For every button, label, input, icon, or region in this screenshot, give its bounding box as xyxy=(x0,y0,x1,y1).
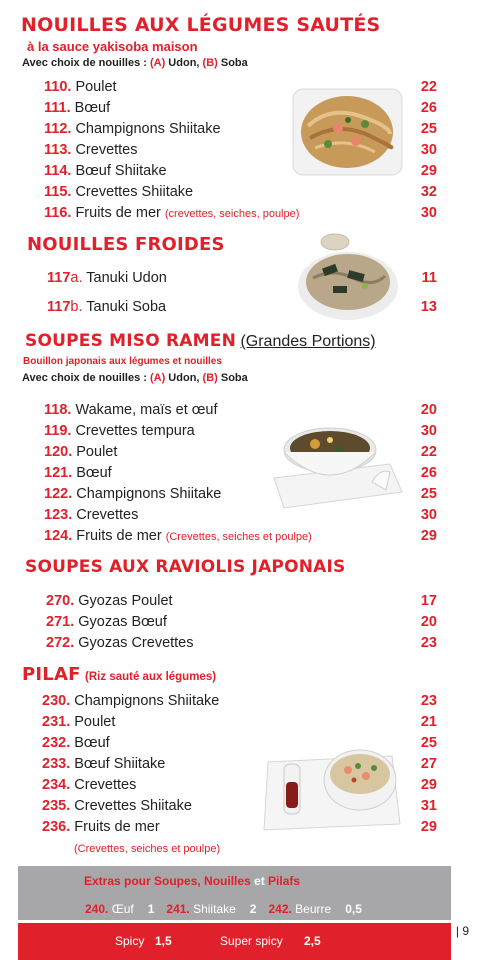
section-title-nouilles-sautes: NOUILLES AUX LÉGUMES SAUTÉS xyxy=(21,14,381,36)
extras-box xyxy=(18,866,451,920)
section-title-nouilles-froides: NOUILLES FROIDES xyxy=(27,234,225,255)
item-number: 232. xyxy=(42,735,71,751)
item-number: 114. xyxy=(44,163,72,179)
cold-noodles-photo xyxy=(293,228,403,324)
item-name: Gyozas Crevettes xyxy=(74,635,194,651)
noodle-choice-note xyxy=(22,57,248,69)
item-number: 118. xyxy=(44,402,72,418)
section-title-pilaf: PILAF xyxy=(22,664,81,685)
extra-price: 1 xyxy=(147,902,155,916)
item-number-suffix: a. xyxy=(70,270,83,286)
menu-item xyxy=(44,121,221,137)
extras-title-b: Pilafs xyxy=(264,874,301,888)
menu-item xyxy=(44,402,218,418)
item-price: 29 xyxy=(420,819,437,835)
choice-a-text: Udon, xyxy=(165,57,203,69)
menu-item xyxy=(46,593,173,609)
item-number: 235. xyxy=(42,798,71,814)
item-price: 26 xyxy=(420,100,437,116)
item-number: 111. xyxy=(44,100,71,116)
item-number: 112. xyxy=(44,121,72,137)
extra-price: 2 xyxy=(249,902,257,916)
extra-name: Shiitake xyxy=(189,902,236,916)
extras-title-a: Extras pour Soupes, Nouilles xyxy=(84,874,255,888)
item-price: 23 xyxy=(420,635,437,651)
yakisoba-plate-photo xyxy=(290,86,405,178)
super-spicy-price: 2,5 xyxy=(304,934,321,948)
item-price: 22 xyxy=(420,79,437,95)
item-detail: (crevettes, seiches, poulpe) xyxy=(164,208,300,220)
item-number: 123. xyxy=(44,507,73,523)
choice-prefix: Avec choix de nouilles : xyxy=(22,57,150,69)
super-spicy-label: Super spicy xyxy=(220,934,283,948)
item-number: 271. xyxy=(46,614,75,630)
menu-item xyxy=(44,528,312,544)
item-number: 121. xyxy=(44,465,73,481)
section-header-pilaf xyxy=(22,664,216,685)
item-detail: (Crevettes, seiches et poulpe) xyxy=(165,531,312,543)
item-number: 272. xyxy=(46,635,75,651)
choice-a: (A) xyxy=(149,57,166,69)
item-number: 113. xyxy=(44,142,72,158)
item-name: Crevettes xyxy=(72,507,139,523)
menu-item xyxy=(46,635,194,651)
item-name: Wakame, maïs et œuf xyxy=(71,402,218,418)
menu-item xyxy=(44,163,167,179)
item-price: 29 xyxy=(420,528,437,544)
item-name: Bœuf xyxy=(70,100,111,116)
item-price: 21 xyxy=(420,714,437,730)
item-number: 119. xyxy=(44,423,72,439)
item-price: 25 xyxy=(420,735,437,751)
item-number: 234. xyxy=(42,777,71,793)
miso-ramen-photo xyxy=(270,418,405,510)
menu-item xyxy=(42,714,115,730)
extra-item xyxy=(85,900,154,917)
item-name: Gyozas Poulet xyxy=(74,593,173,609)
menu-item xyxy=(44,184,193,200)
menu-item xyxy=(44,423,195,439)
menu-item xyxy=(42,798,192,814)
item-name: Crevettes Shiitake xyxy=(71,184,194,200)
item-price: 25 xyxy=(420,121,437,137)
section-title-extra-pilaf: (Riz sauté aux légumes) xyxy=(85,671,217,683)
extra-name: Beurre xyxy=(291,902,332,916)
item-name: Fruits de mer xyxy=(72,528,166,544)
choice-b: (B) xyxy=(202,57,218,69)
item-number: 117 xyxy=(47,299,71,315)
spicy-price: 1,5 xyxy=(155,934,172,948)
pilaf-photo xyxy=(262,738,405,834)
item-number: 110. xyxy=(44,79,72,95)
item-number: 122. xyxy=(44,486,73,502)
item-price: 32 xyxy=(420,184,437,200)
item-price: 25 xyxy=(420,486,437,502)
extra-item xyxy=(166,900,256,917)
item-price: 13 xyxy=(420,299,437,315)
item-number: 124. xyxy=(44,528,73,544)
menu-item xyxy=(47,270,167,286)
item-price: 30 xyxy=(420,142,437,158)
section-title-soupes-raviolis: SOUPES AUX RAVIOLIS JAPONAIS xyxy=(25,557,346,577)
item-name: Champignons Shiitake xyxy=(72,486,222,502)
menu-item xyxy=(47,299,166,315)
section-subtitle-nouilles-sautes: à la sauce yakisoba maison xyxy=(27,39,198,54)
extras-title-et: et xyxy=(254,874,265,888)
page-number: | 9 xyxy=(455,924,469,938)
extra-number: 241. xyxy=(166,902,190,916)
section-subtitle-soupes-miso: Bouillon japonais aux légumes et nouilles xyxy=(23,356,222,367)
extra-number: 242. xyxy=(268,902,292,916)
menu-item xyxy=(42,777,136,793)
item-name: Bœuf xyxy=(70,735,110,751)
choice-b: (B) xyxy=(202,372,218,384)
item-name: Crevettes xyxy=(71,142,138,158)
menu-item xyxy=(44,100,110,116)
item-name: Crevettes Shiitake xyxy=(70,798,192,814)
item-name: Poulet xyxy=(72,444,118,460)
item-name: Gyozas Bœuf xyxy=(74,614,167,630)
item-number: 270. xyxy=(46,593,75,609)
item-price: 11 xyxy=(421,270,437,286)
spicy-label: Spicy xyxy=(115,934,145,948)
item-price: 29 xyxy=(420,777,437,793)
choice-b-text: Soba xyxy=(217,372,248,384)
extras-title xyxy=(84,874,300,888)
pilaf-seafood-note: (Crevettes, seiches et poulpe) xyxy=(74,843,221,855)
item-name: Tanuki Udon xyxy=(82,270,167,286)
extra-item xyxy=(268,900,361,917)
choice-a-text: Udon, xyxy=(165,372,203,384)
item-price: 17 xyxy=(420,593,437,609)
item-price: 22 xyxy=(420,444,437,460)
menu-item xyxy=(44,444,117,460)
item-number: 230. xyxy=(42,693,71,709)
item-name: Fruits de mer xyxy=(71,205,165,221)
item-price: 26 xyxy=(420,465,437,481)
choice-prefix: Avec choix de nouilles : xyxy=(22,372,150,384)
item-name: Champignons Shiitake xyxy=(71,121,221,137)
item-number: 236. xyxy=(42,819,71,835)
item-price: 30 xyxy=(420,423,437,439)
item-number: 117 xyxy=(47,270,71,286)
menu-item xyxy=(42,735,110,751)
extra-price: 0,5 xyxy=(345,902,362,916)
menu-item xyxy=(46,614,167,630)
item-price: 31 xyxy=(420,798,437,814)
item-name: Bœuf Shiitake xyxy=(70,756,166,772)
item-price: 29 xyxy=(420,163,437,179)
item-price: 20 xyxy=(420,402,437,418)
noodle-choice-note-2 xyxy=(22,372,248,384)
extra-name: Œuf xyxy=(108,902,134,916)
item-number: 120. xyxy=(44,444,73,460)
extras-row xyxy=(85,900,374,918)
menu-item xyxy=(44,486,221,502)
item-price: 27 xyxy=(420,756,437,772)
section-title-soupes-miso: SOUPES MISO RAMEN xyxy=(25,331,236,351)
menu-item xyxy=(42,819,160,835)
item-number: 116. xyxy=(44,205,72,221)
extra-number: 240. xyxy=(85,902,109,916)
choice-b-text: Soba xyxy=(217,57,248,69)
section-header-soupes-miso xyxy=(25,331,376,351)
item-name: Crevettes tempura xyxy=(71,423,195,439)
item-name: Poulet xyxy=(71,79,117,95)
item-name: Tanuki Soba xyxy=(82,299,167,315)
menu-item xyxy=(42,693,219,709)
menu-item xyxy=(44,507,138,523)
item-name: Poulet xyxy=(70,714,116,730)
menu-item xyxy=(42,756,165,772)
choice-a: (A) xyxy=(149,372,166,384)
item-name: Champignons Shiitake xyxy=(70,693,220,709)
section-title-extra-soupes-miso: (Grandes Portions) xyxy=(240,333,376,350)
menu-item xyxy=(44,79,117,95)
item-number: 115. xyxy=(44,184,72,200)
item-name: Bœuf xyxy=(72,465,112,481)
menu-item xyxy=(44,465,112,481)
item-name: Crevettes xyxy=(70,777,137,793)
item-number-suffix: b. xyxy=(70,299,83,315)
item-name: Fruits de mer xyxy=(70,819,160,835)
menu-item xyxy=(44,205,299,221)
spicy-bar xyxy=(18,923,451,960)
item-price: 23 xyxy=(420,693,437,709)
item-price: 30 xyxy=(420,507,437,523)
item-number: 231. xyxy=(42,714,71,730)
menu-item xyxy=(44,142,138,158)
item-price: 30 xyxy=(420,205,437,221)
item-number: 233. xyxy=(42,756,71,772)
item-name: Bœuf Shiitake xyxy=(71,163,167,179)
item-price: 20 xyxy=(420,614,437,630)
